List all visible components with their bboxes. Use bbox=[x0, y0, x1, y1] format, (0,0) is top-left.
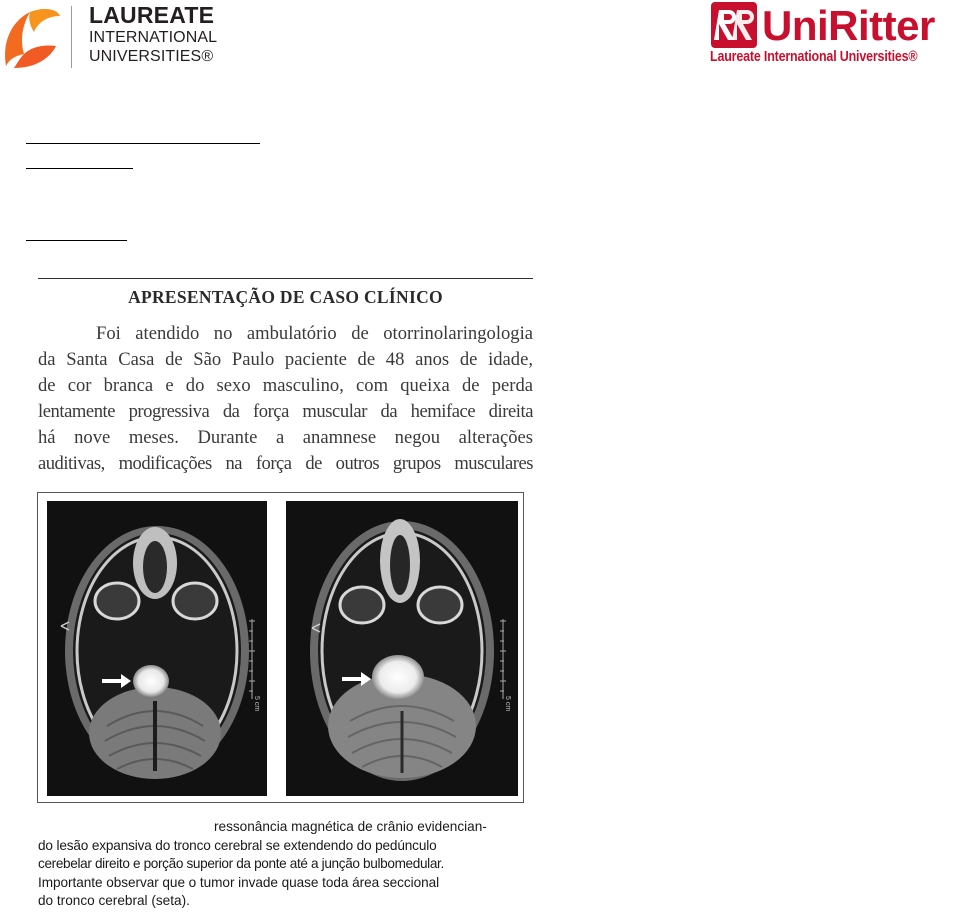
uniritter-name: UniRitter bbox=[762, 2, 935, 49]
laureate-logo bbox=[0, 0, 230, 74]
article-line: lentamente progressiva da força muscular da hemiface direita bbox=[38, 401, 533, 422]
caption-line: Importante observar que o tumor invade quase toda área seccional bbox=[38, 874, 440, 890]
blank-line-1 bbox=[26, 143, 260, 144]
uniritter-tagline: Laureate International Universities® bbox=[710, 49, 918, 65]
article-heading: APRESENTAÇÃO DE CASO CLÍNICO bbox=[128, 287, 443, 307]
caption-line: ressonância magnética de crânio evidencian- bbox=[214, 819, 487, 834]
caption-line: cerebelar direito e porção superior da ponte até a junção bulbomedular. bbox=[38, 856, 444, 871]
mri-scale-label-right: 5 cm bbox=[504, 696, 511, 712]
laureate-leaf-icon bbox=[0, 4, 62, 70]
mri-scale-label-left: 5 cm bbox=[253, 696, 260, 712]
uniritter-logo bbox=[710, 0, 975, 70]
blank-line-3 bbox=[26, 240, 127, 241]
article-body bbox=[38, 321, 533, 477]
mri-figure bbox=[37, 492, 524, 803]
laureate-line3: UNIVERSITIES® bbox=[89, 48, 214, 65]
article-line: auditivas, modificações na força de outros grupos musculares bbox=[38, 453, 533, 474]
logo-divider bbox=[71, 6, 72, 68]
blank-line-2 bbox=[26, 168, 133, 169]
laureate-wordmark bbox=[89, 2, 217, 66]
figure-caption bbox=[38, 818, 526, 911]
laureate-line2: INTERNATIONAL bbox=[89, 29, 218, 46]
uniritter-emblem-icon bbox=[710, 0, 760, 50]
mri-image-left bbox=[47, 501, 267, 796]
article-line: da Santa Casa de São Paulo paciente de 48 anos de idade, bbox=[38, 349, 533, 370]
article-line: de cor branca e do sexo masculino, com queixa de perda bbox=[38, 375, 533, 396]
mri-image-right bbox=[286, 501, 518, 796]
article-line: há nove meses. Durante a anamnese negou alterações bbox=[38, 427, 533, 448]
article-line: Foi atendido no ambulatório de otorrinolaringologia bbox=[96, 323, 533, 344]
laureate-line1: LAUREATE bbox=[89, 2, 215, 28]
article-top-rule bbox=[38, 278, 533, 279]
caption-line: do tronco cerebral (seta). bbox=[38, 893, 190, 908]
caption-line: do lesão expansiva do tronco cerebral se extendendo do pedúnculo bbox=[38, 837, 437, 853]
